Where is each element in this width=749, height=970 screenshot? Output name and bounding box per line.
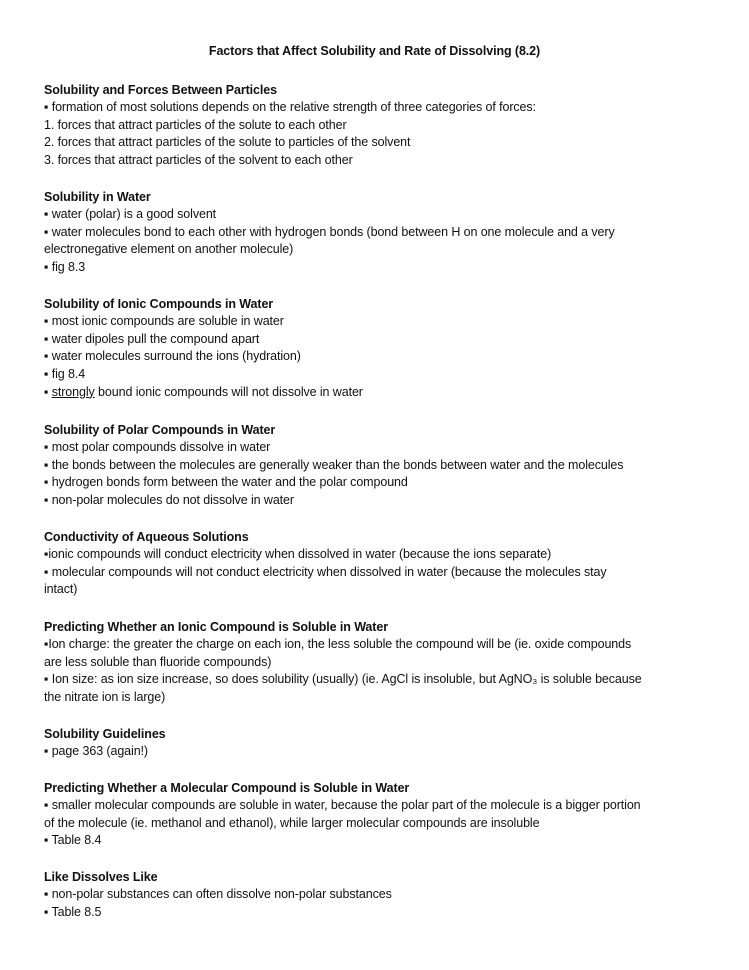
continuation-line: the nitrate ion is large) — [44, 690, 166, 705]
bullet-line: ▪ hydrogen bonds form between the water and the polar compound — [44, 475, 408, 490]
bullet-line: ▪ page 363 (again!) — [44, 744, 148, 758]
section-like-dissolves-like — [44, 868, 714, 921]
continuation-line: are less soluble than fluoride compounds) — [44, 654, 272, 669]
page-title: Factors that Affect Solubility and Rate of Dissolving (8.2) — [208, 44, 541, 58]
bullet-line: ▪ formation of most solutions depends on the relative strength of three categories of forces: — [44, 100, 536, 114]
bullet-line: ▪ water dipoles pull the compound apart — [44, 331, 260, 346]
section-heading: Solubility in Water — [44, 190, 151, 204]
bullet-line: ▪ionic compounds will conduct electricity when dissolved in water (because the ions separate) — [44, 547, 552, 561]
section-heading: Solubility of Polar Compounds in Water — [44, 423, 276, 437]
bullet-line: ▪ molecular compounds will not conduct electricity when dissolved in water (because the molecules stay — [44, 564, 607, 579]
bullet-line: ▪ most ionic compounds are soluble in water — [44, 314, 284, 328]
bullet-line: ▪ water molecules bond to each other with hydrogen bonds (bond between H on one molecule and a very — [44, 224, 615, 239]
numbered-line: 1. forces that attract particles of the solute to each other — [44, 117, 347, 132]
section-water — [44, 188, 714, 277]
bullet-line: ▪ water molecules surround the ions (hydration) — [44, 349, 301, 364]
bullet-line: ▪ Ion size: as ion size increase, so does solubility (usually) (ie. AgCl is insoluble, but AgNO₃ is soluble because — [44, 672, 642, 687]
bullet-line: ▪ non-polar molecules do not dissolve in water — [44, 493, 294, 508]
bullet-line: ▪Ion charge: the greater the charge on each ion, the less soluble the compound will be (ie. oxide compounds — [44, 637, 632, 651]
bullet-line: ▪ Table 8.5 — [44, 904, 102, 919]
section-heading: Predicting Whether an Ionic Compound is Soluble in Water — [44, 620, 388, 634]
section-heading: Solubility Guidelines — [44, 727, 166, 741]
bullet-line: ▪ most polar compounds dissolve in water — [44, 440, 271, 454]
bullet-line: ▪ non-polar substances can often dissolve non-polar substances — [44, 887, 392, 901]
bullet-line: ▪ fig 8.4 — [44, 367, 86, 382]
bullet-line: ▪ Table 8.4 — [44, 833, 102, 848]
bullet-line: ▪ water (polar) is a good solvent — [44, 207, 217, 221]
section-heading: Predicting Whether a Molecular Compound is Soluble in Water — [44, 781, 410, 795]
bullet-line: ▪ fig 8.3 — [44, 260, 86, 275]
section-guidelines — [44, 725, 714, 761]
section-heading: Like Dissolves Like — [44, 870, 158, 884]
section-heading: Solubility of Ionic Compounds in Water — [44, 297, 274, 311]
section-molecular-prediction — [44, 779, 714, 850]
section-conductivity — [44, 528, 714, 599]
section-ionic — [44, 295, 714, 402]
bullet-prefix: ▪ — [44, 384, 52, 399]
section-polar — [44, 421, 714, 510]
numbered-line: 2. forces that attract particles of the solute to particles of the solvent — [44, 135, 411, 150]
continuation-line: of the molecule (ie. methanol and ethanol), while larger molecular compounds are insoluble — [44, 815, 540, 830]
bullet-line: ▪ the bonds between the molecules are generally weaker than the bonds between water and the molecules — [44, 457, 624, 472]
underlined-word: strongly — [51, 384, 95, 399]
line-text: bound ionic compounds will not dissolve in water — [94, 384, 363, 399]
section-heading: Conductivity of Aqueous Solutions — [44, 530, 249, 544]
continuation-line: electronegative element on another molecule) — [44, 242, 294, 257]
numbered-line: 3. forces that attract particles of the solvent to each other — [44, 153, 353, 168]
section-forces — [44, 81, 714, 170]
bullet-line — [44, 384, 714, 402]
bullet-line: ▪ smaller molecular compounds are soluble in water, because the polar part of the molecule is a bigger portion — [44, 798, 641, 812]
section-heading: Solubility and Forces Between Particles — [44, 83, 277, 97]
continuation-line: intact) — [44, 582, 78, 597]
section-ionic-prediction — [44, 618, 714, 707]
